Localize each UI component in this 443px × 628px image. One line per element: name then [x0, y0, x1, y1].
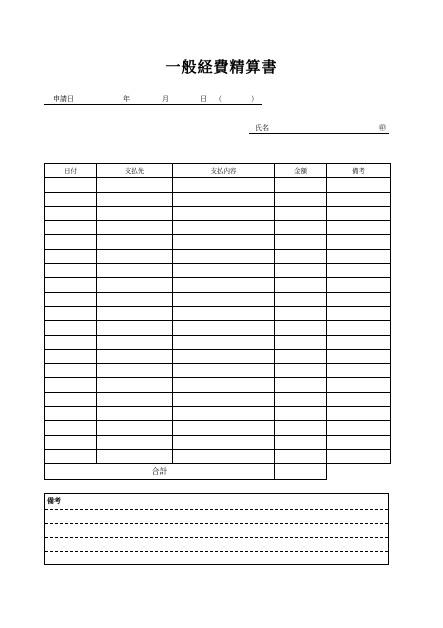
total-amount-cell[interactable] [275, 464, 327, 480]
date-cell[interactable] [45, 435, 97, 449]
amount-cell[interactable] [275, 321, 327, 335]
table-row [45, 192, 391, 206]
description-cell[interactable] [173, 278, 275, 292]
amount-cell[interactable] [275, 178, 327, 192]
amount-cell[interactable] [275, 407, 327, 421]
payee-cell[interactable] [97, 392, 173, 406]
date-cell[interactable] [45, 421, 97, 435]
description-cell[interactable] [173, 206, 275, 220]
description-cell[interactable] [173, 407, 275, 421]
table-row [45, 278, 391, 292]
table-row [45, 378, 391, 392]
document-title: 一般経費精算書 [165, 58, 278, 76]
total-row [45, 464, 391, 480]
amount-cell[interactable] [275, 421, 327, 435]
weekday-close-paren: ） [251, 95, 258, 103]
table-row [45, 407, 391, 421]
amount-cell[interactable] [275, 349, 327, 363]
table-row [45, 321, 391, 335]
payee-cell[interactable] [97, 335, 173, 349]
header-date: 日付 [45, 164, 97, 178]
description-cell[interactable] [173, 235, 275, 249]
payee-cell[interactable] [97, 378, 173, 392]
description-cell[interactable] [173, 321, 275, 335]
amount-cell[interactable] [275, 392, 327, 406]
payee-cell[interactable] [97, 206, 173, 220]
date-cell[interactable] [45, 178, 97, 192]
notes-cell[interactable] [327, 335, 391, 349]
table-row [45, 221, 391, 235]
year-label: 年 [123, 95, 130, 103]
amount-cell[interactable] [275, 235, 327, 249]
expense-table [44, 163, 391, 480]
date-cell[interactable] [45, 192, 97, 206]
date-cell[interactable] [45, 206, 97, 220]
notes-cell[interactable] [327, 392, 391, 406]
description-cell[interactable] [173, 306, 275, 320]
date-cell[interactable] [45, 249, 97, 263]
notes-cell[interactable] [327, 264, 391, 278]
notes-cell[interactable] [327, 278, 391, 292]
date-cell[interactable] [45, 306, 97, 320]
remarks-label: 備考 [47, 497, 61, 505]
table-row [45, 249, 391, 263]
header-payee: 支払先 [97, 164, 173, 178]
weekday-open-paren: （ [215, 95, 222, 103]
amount-cell[interactable] [275, 292, 327, 306]
date-cell[interactable] [45, 221, 97, 235]
payee-cell[interactable] [97, 364, 173, 378]
description-cell[interactable] [173, 378, 275, 392]
description-cell[interactable] [173, 249, 275, 263]
table-row [45, 335, 391, 349]
payee-cell[interactable] [97, 264, 173, 278]
notes-cell[interactable] [327, 292, 391, 306]
date-cell[interactable] [45, 335, 97, 349]
notes-cell[interactable] [327, 349, 391, 363]
amount-cell[interactable] [275, 364, 327, 378]
description-cell[interactable] [173, 392, 275, 406]
date-cell[interactable] [45, 392, 97, 406]
table-row [45, 392, 391, 406]
payee-cell[interactable] [97, 249, 173, 263]
date-cell[interactable] [45, 407, 97, 421]
amount-cell[interactable] [275, 449, 327, 463]
date-cell[interactable] [45, 235, 97, 249]
amount-cell[interactable] [275, 378, 327, 392]
description-cell[interactable] [173, 178, 275, 192]
remarks-line[interactable] [45, 523, 388, 524]
description-cell[interactable] [173, 221, 275, 235]
amount-cell[interactable] [275, 192, 327, 206]
date-cell[interactable] [45, 378, 97, 392]
amount-cell[interactable] [275, 278, 327, 292]
total-label: 合計 [45, 464, 275, 480]
notes-cell[interactable] [327, 221, 391, 235]
table-row [45, 235, 391, 249]
description-cell[interactable] [173, 364, 275, 378]
notes-cell[interactable] [327, 235, 391, 249]
table-row [45, 421, 391, 435]
date-cell[interactable] [45, 364, 97, 378]
notes-cell[interactable] [327, 435, 391, 449]
remarks-line[interactable] [45, 537, 388, 538]
total-empty [327, 464, 391, 480]
notes-cell[interactable] [327, 407, 391, 421]
name-label: 氏名 [255, 124, 269, 132]
amount-cell[interactable] [275, 306, 327, 320]
description-cell[interactable] [173, 449, 275, 463]
payee-cell[interactable] [97, 192, 173, 206]
month-label: 月 [162, 95, 169, 103]
notes-cell[interactable] [327, 192, 391, 206]
notes-cell[interactable] [327, 449, 391, 463]
amount-cell[interactable] [275, 249, 327, 263]
name-underline [249, 133, 389, 134]
date-cell[interactable] [45, 449, 97, 463]
date-cell[interactable] [45, 292, 97, 306]
notes-cell[interactable] [327, 249, 391, 263]
payee-cell[interactable] [97, 421, 173, 435]
notes-cell[interactable] [327, 364, 391, 378]
header-row [45, 164, 391, 178]
table-row [45, 435, 391, 449]
date-cell[interactable] [45, 264, 97, 278]
amount-cell[interactable] [275, 435, 327, 449]
payee-cell[interactable] [97, 235, 173, 249]
table-row [45, 178, 391, 192]
notes-cell[interactable] [327, 178, 391, 192]
notes-cell[interactable] [327, 321, 391, 335]
payee-cell[interactable] [97, 306, 173, 320]
table-row [45, 292, 391, 306]
table-row [45, 364, 391, 378]
payee-cell[interactable] [97, 292, 173, 306]
date-cell[interactable] [45, 321, 97, 335]
header-notes: 備考 [327, 164, 391, 178]
payee-cell[interactable] [97, 407, 173, 421]
table-row [45, 349, 391, 363]
application-date-underline [44, 104, 262, 105]
table-row [45, 449, 391, 463]
description-cell[interactable] [173, 264, 275, 278]
header-amount: 金額 [275, 164, 327, 178]
payee-cell[interactable] [97, 449, 173, 463]
notes-cell[interactable] [327, 421, 391, 435]
payee-cell[interactable] [97, 278, 173, 292]
notes-cell[interactable] [327, 378, 391, 392]
remarks-box [44, 493, 389, 565]
header-description: 支払内容 [173, 164, 275, 178]
payee-cell[interactable] [97, 221, 173, 235]
payee-cell[interactable] [97, 435, 173, 449]
date-cell[interactable] [45, 349, 97, 363]
payee-cell[interactable] [97, 349, 173, 363]
description-cell[interactable] [173, 335, 275, 349]
payee-cell[interactable] [97, 321, 173, 335]
description-cell[interactable] [173, 292, 275, 306]
notes-cell[interactable] [327, 206, 391, 220]
description-cell[interactable] [173, 349, 275, 363]
amount-cell[interactable] [275, 206, 327, 220]
table-row [45, 264, 391, 278]
remarks-line[interactable] [45, 551, 388, 552]
amount-cell[interactable] [275, 221, 327, 235]
date-cell[interactable] [45, 278, 97, 292]
description-cell[interactable] [173, 192, 275, 206]
payee-cell[interactable] [97, 178, 173, 192]
amount-cell[interactable] [275, 264, 327, 278]
description-cell[interactable] [173, 421, 275, 435]
seal-mark: ㊞ [379, 124, 386, 132]
day-label: 日 [200, 95, 207, 103]
application-date-label: 申請日 [53, 95, 74, 103]
amount-cell[interactable] [275, 335, 327, 349]
remarks-line[interactable] [45, 509, 388, 510]
description-cell[interactable] [173, 435, 275, 449]
table-row [45, 206, 391, 220]
notes-cell[interactable] [327, 306, 391, 320]
table-row [45, 306, 391, 320]
